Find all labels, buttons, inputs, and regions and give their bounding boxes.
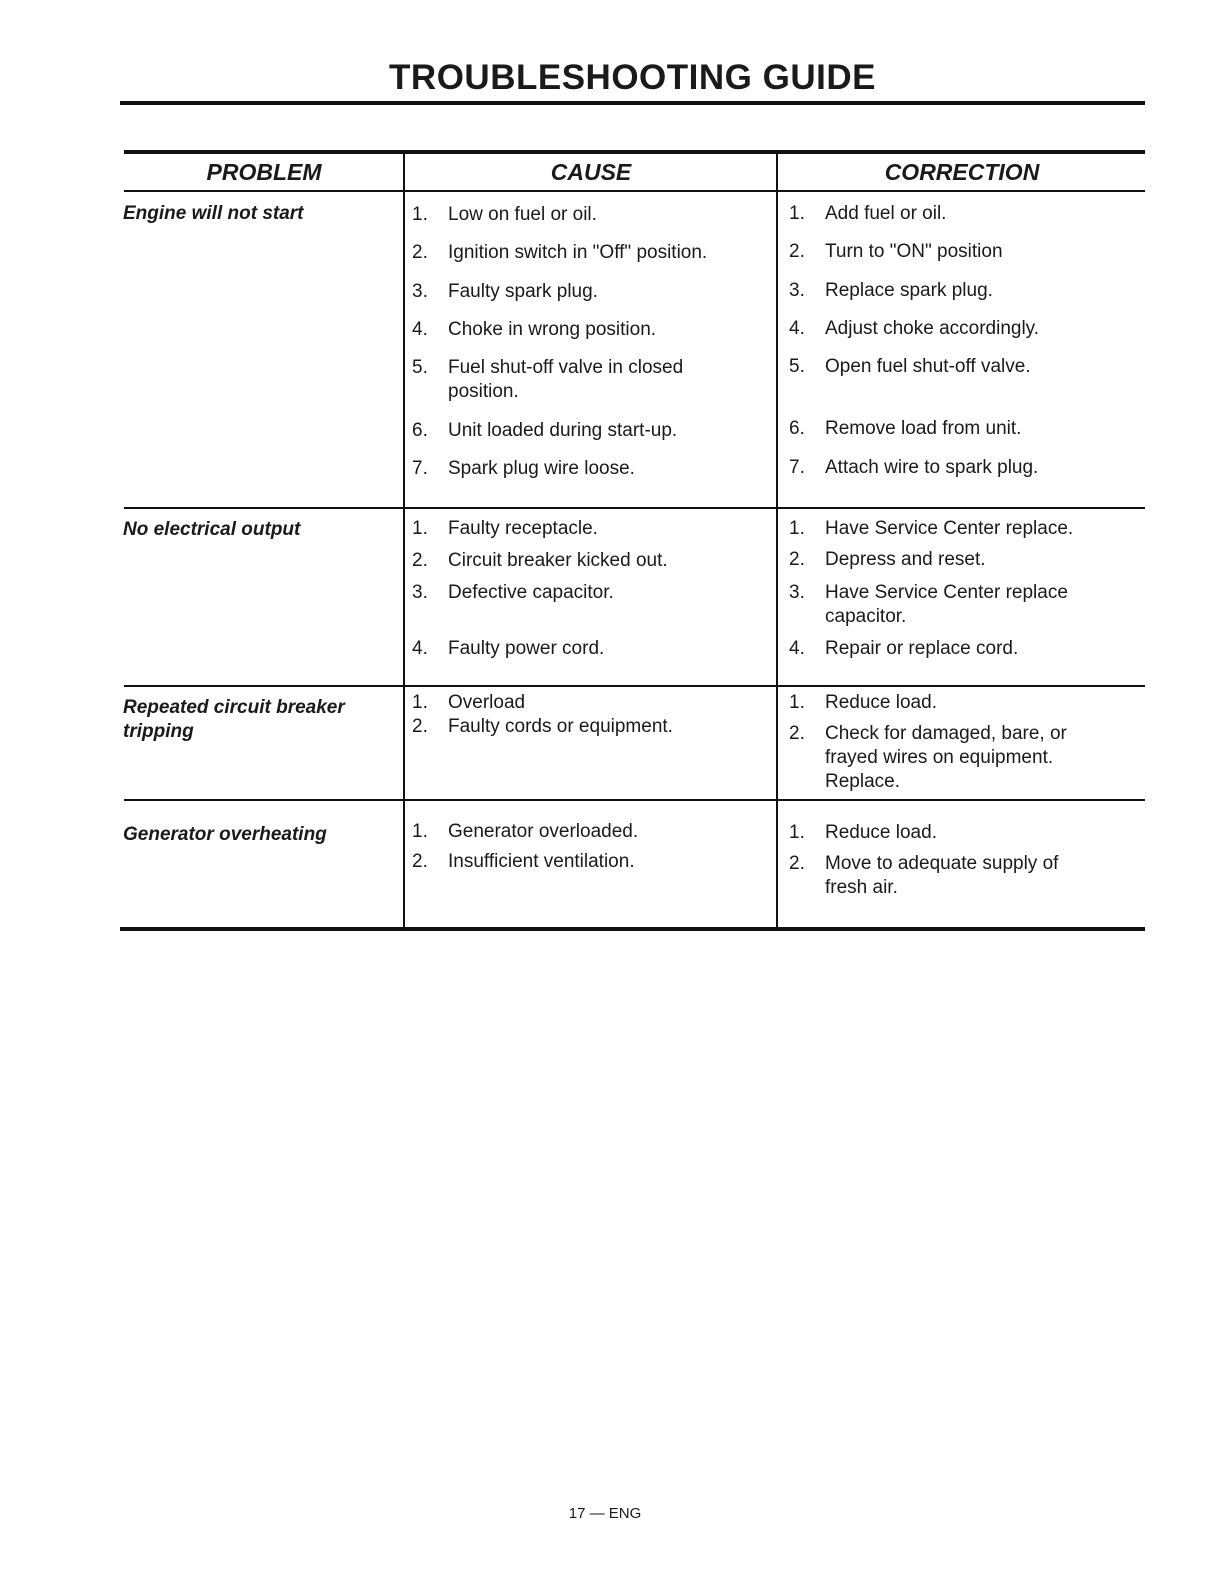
column-divider [403, 152, 405, 929]
page-title: TROUBLESHOOTING GUIDE [389, 58, 876, 97]
row-divider [124, 507, 1145, 509]
problem-label: Generator overheating [123, 824, 327, 845]
problem-label: Repeated circuit breaker tripping [123, 697, 345, 742]
table-top-rule [124, 150, 1145, 154]
header-rule [124, 190, 1145, 192]
title-rule [120, 101, 1145, 105]
header-problem: PROBLEM [206, 159, 322, 185]
problem-label: No electrical output [123, 519, 301, 540]
page-number: 17 — ENG [568, 1505, 642, 1522]
problem-label: Engine will not start [123, 203, 304, 224]
header-cause: CAUSE [550, 159, 632, 185]
table-bottom-rule [120, 927, 1145, 931]
header-correction: CORRECTION [884, 159, 1040, 185]
row-divider [124, 685, 1145, 687]
row-divider [124, 799, 1145, 801]
column-divider [776, 152, 778, 929]
